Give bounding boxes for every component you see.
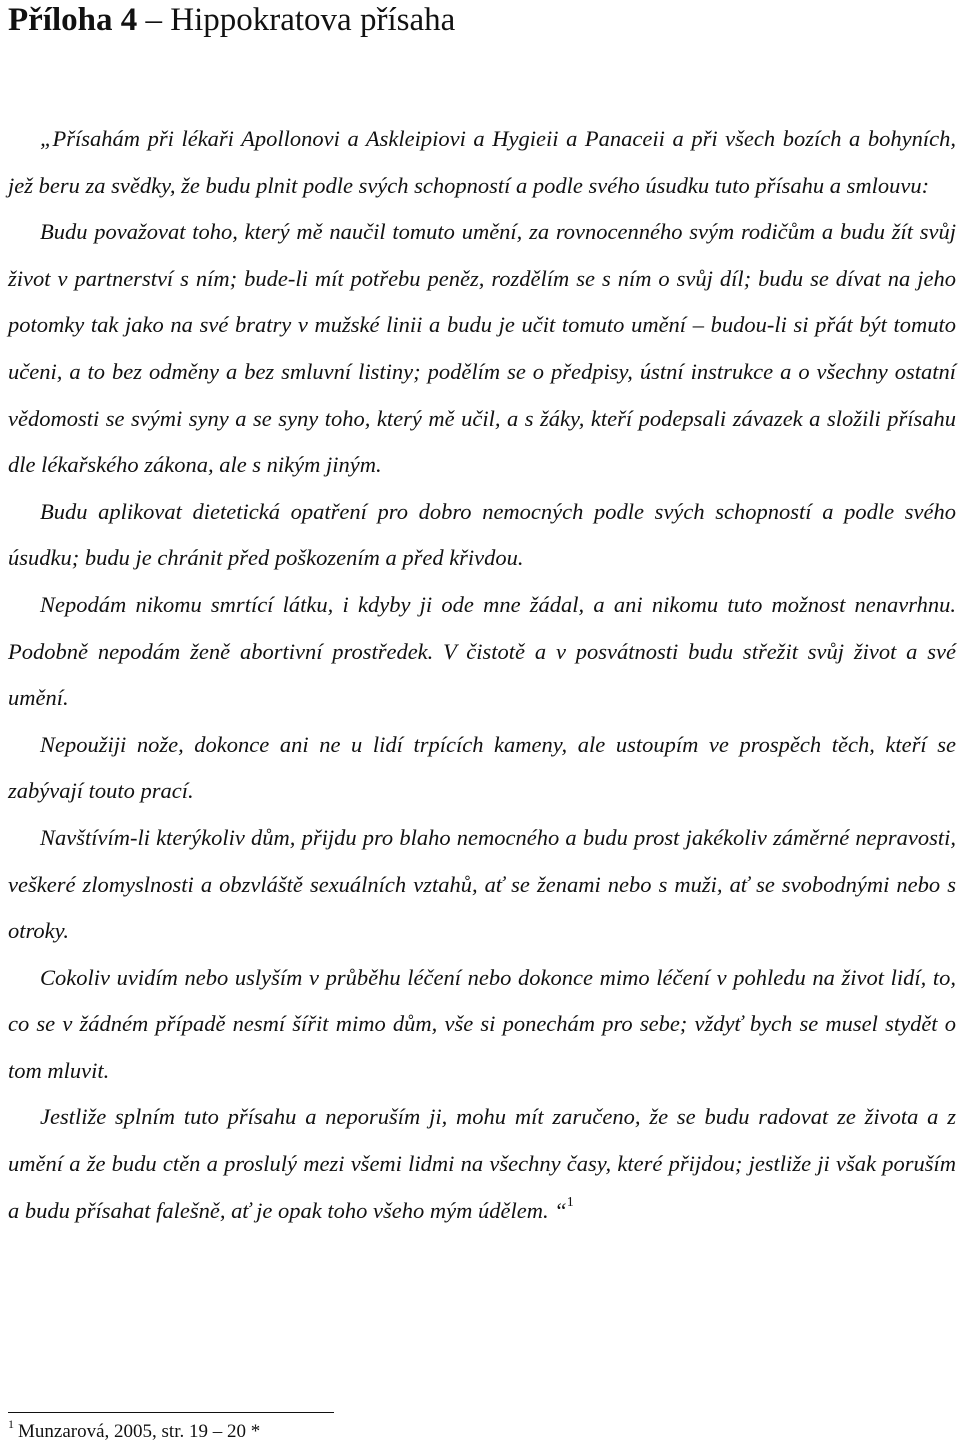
oath-paragraph-house: Navštívím-li kterýkoliv dům, přijdu pro blaho nemocného a budu prost jakékoliv záměrné nepravosti, veškeré zlomyslnosti a obzvláště sexuálních vztahů, ať se ženami nebo s muži, ať se svobodnými nebo s otroky. xyxy=(8,824,956,944)
oath-paragraph-dietetics: Budu aplikovat dietetická opatření pro dobro nemocných podle svých schopností a podle svého úsudku; budu je chránit před poškozením a před křivdou. xyxy=(8,498,956,571)
oath-paragraph-secrecy: Cokoliv uvidím nebo uslyším v průběhu léčení nebo dokonce mimo léčení v pohledu na život lidí, to, co se v žádném případě nesmí šířit mimo dům, vše si ponechám pro sebe; vždyť bych se musel stydět o tom mluvit. xyxy=(8,964,956,1083)
footnote-separator xyxy=(8,1412,334,1413)
heading-dash: – xyxy=(137,2,171,38)
footnote-text: Munzarová, 2005, str. 19 – 20 * xyxy=(18,1421,261,1442)
oath-closing-text: Jestliže splním tuto přísahu a neporuším ji, mohu mít zaručeno, že se budu radovat ze života a z umění a že budu ctěn a proslulý mezi všemi lidmi na všechny časy, které přijdou; jestliže ji však poruším a budu přísahat falešně, ať je opak toho všeho mým údělem. “ xyxy=(8,1104,956,1223)
heading-title: Hippokratova přísaha xyxy=(170,2,456,38)
oath-paragraph-poison: Nepodám nikomu smrtící látku, i kdyby ji ode mne žádal, a ani nikomu tuto možnost nenavrhnu. Podobně nepodám ženě abortivní prostředek. V čistotě a v posvátnosti budu střežit svůj život a své umění. xyxy=(8,591,956,711)
oath-paragraph-teacher: Budu považovat toho, který mě naučil tomuto umění, za rovnocenného svým rodičům a budu žít svůj život v partnerství s ním; bude-li mít potřebu peněz, rozdělím se s ním o svůj díl; budu se dívat na jeho potomky tak jako na své bratry v mužské linii a budu je učit tomuto umění – budou-li si přát být tomuto učeni, a to bez odměny a bez smluvní listiny; podělím se o předpisy, ústní instrukce a o všechny ostatní vědomosti se svými syny a se syny toho, který mě učil, a s žáky, kteří podepsali závazek a složili přísahu dle lékařského zákona, ale s nikým jiným. xyxy=(8,219,956,478)
footnote xyxy=(8,1417,261,1444)
footnote-number: 1 xyxy=(8,1417,14,1431)
oath-paragraph-knife: Nepoužiji nože, dokonce ani ne u lidí trpících kameny, ale ustoupím ve prospěch těch, kteří se zabývají touto prací. xyxy=(8,731,956,804)
oath-paragraph-closing xyxy=(8,1094,956,1234)
footnote-reference: 1 xyxy=(566,1194,574,1210)
appendix-label: Příloha 4 xyxy=(8,2,138,38)
page-heading xyxy=(8,0,455,40)
oath-text xyxy=(8,116,956,1234)
oath-paragraph-intro: „Přísahám při lékaři Apollonovi a Askleipiovi a Hygieii a Panaceii a při všech bozích a bohyních, jež beru za svědky, že budu plnit podle svých schopností a podle svého úsudku tuto přísahu a smlouvu: xyxy=(8,126,956,198)
